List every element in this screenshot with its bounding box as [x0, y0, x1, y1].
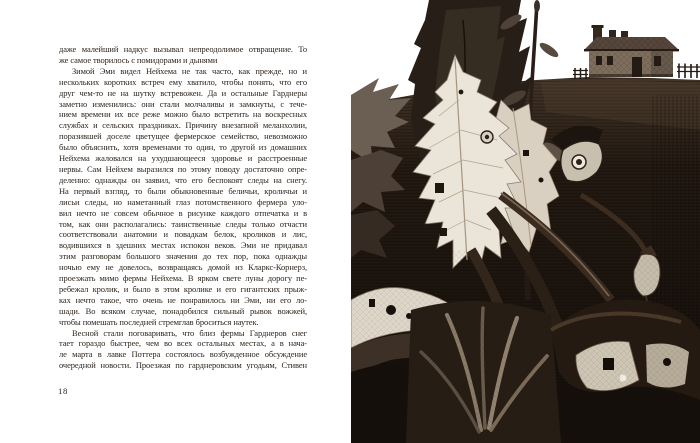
leaf-hole: [440, 228, 447, 236]
text-line: друг чем-то не на шутку встревожен. Да и остальные Гарднеры: [59, 87, 307, 98]
roof-vent: [609, 30, 616, 38]
text-line: этим разговорам большого значения до тех пор, пока однажды: [59, 251, 307, 262]
pencil-grain: [351, 250, 700, 443]
text-line: том, как они располагались: таинственные следы только отчасти: [59, 218, 307, 229]
page-number: 18: [58, 386, 68, 396]
text-line: нервы. Сам Нейхем выразился по этому поводу достаточно опре-: [59, 163, 307, 174]
leaf-hole: [435, 183, 444, 193]
text-line: очередной новости. Проезжая по гарднеровским угодьям, Стивен: [59, 360, 307, 371]
text-line: Зимой Эми видел Нейхема не так часто, как прежде, но и: [72, 65, 307, 76]
blighted-plants-illustration: [351, 0, 700, 443]
text-line: проезжать мимо фермы Нейхема. В ярком свете луны дорогу пе-: [59, 273, 307, 284]
body-text: [59, 44, 307, 371]
text-line: чтобы помешать последней стремглав броситься наутек.: [59, 316, 259, 327]
text-line: соответствовали анатомии и повадкам белок, кроликов и лис,: [59, 229, 307, 240]
window: [607, 56, 613, 65]
text-line: лисьи следы, но наметанный глаз потомственного фермера уло-: [59, 196, 307, 207]
text-line: Весной стали поговаривать, что близ фермы Гарднеров снег: [72, 327, 307, 338]
roof-vent: [621, 31, 628, 38]
text-line: водившихся в здешних местах испокон веков. Эми не придавал: [59, 240, 307, 251]
text-line: деленно: однажды он заявил, что его беспокоят следы на снегу.: [59, 174, 307, 185]
text-line: же самое творилось с помидорами и дынями: [59, 54, 218, 65]
text-line: тает гораздо быстрее, чем во всех остальных местах, а в нача-: [59, 338, 307, 349]
text-line: Нейхема жаловался на ухудшающееся здоровье и расстроенные: [59, 153, 307, 164]
text-line: заметно изменились: они стали молчаливы и замкнуты, с тече-: [59, 98, 307, 109]
text-line: шади. Во всяком случае, понадобился сильный рывок вожжей,: [59, 305, 307, 316]
text-line: ках нечто такое, что очень не понравилось ни Эми, ни его ло-: [59, 294, 307, 305]
text-line: вил нечто не совсем обычное в рисунке каждого отпечатка и в: [59, 207, 307, 218]
window: [654, 56, 661, 66]
text-line: было объяснить, хотя временами то один, то другой из домашних: [59, 142, 307, 153]
window: [596, 56, 602, 65]
text-line: На первый взгляд, то были обыкновенные беличьи, кроличьи и: [59, 185, 307, 196]
text-line: поразившей доселе цветущее фермерское семейство, невозможно: [59, 131, 307, 142]
text-line: ребежал кролик, и было в этом кролике и его гигантских прыж-: [59, 283, 307, 294]
text-line: даже малейший надкус вызывал непреодолимое отвращение. То: [59, 44, 307, 54]
text-line: службах и сельских праздниках. Причину внезапной меланхолии,: [59, 120, 307, 131]
right-page: [351, 0, 700, 443]
text-line: нием времени их все реже можно было встретить на воскресных: [59, 109, 307, 120]
text-line: ночью ему не довелось, возвращаясь домой из Кларкс-Корнерз,: [59, 262, 307, 273]
text-line: ле марта в лавке Поттера состоялось возбужденное обсуждение: [59, 349, 307, 360]
text-line: нескольких коротких встреч ему хватило, чтобы понять, что его: [59, 76, 307, 87]
